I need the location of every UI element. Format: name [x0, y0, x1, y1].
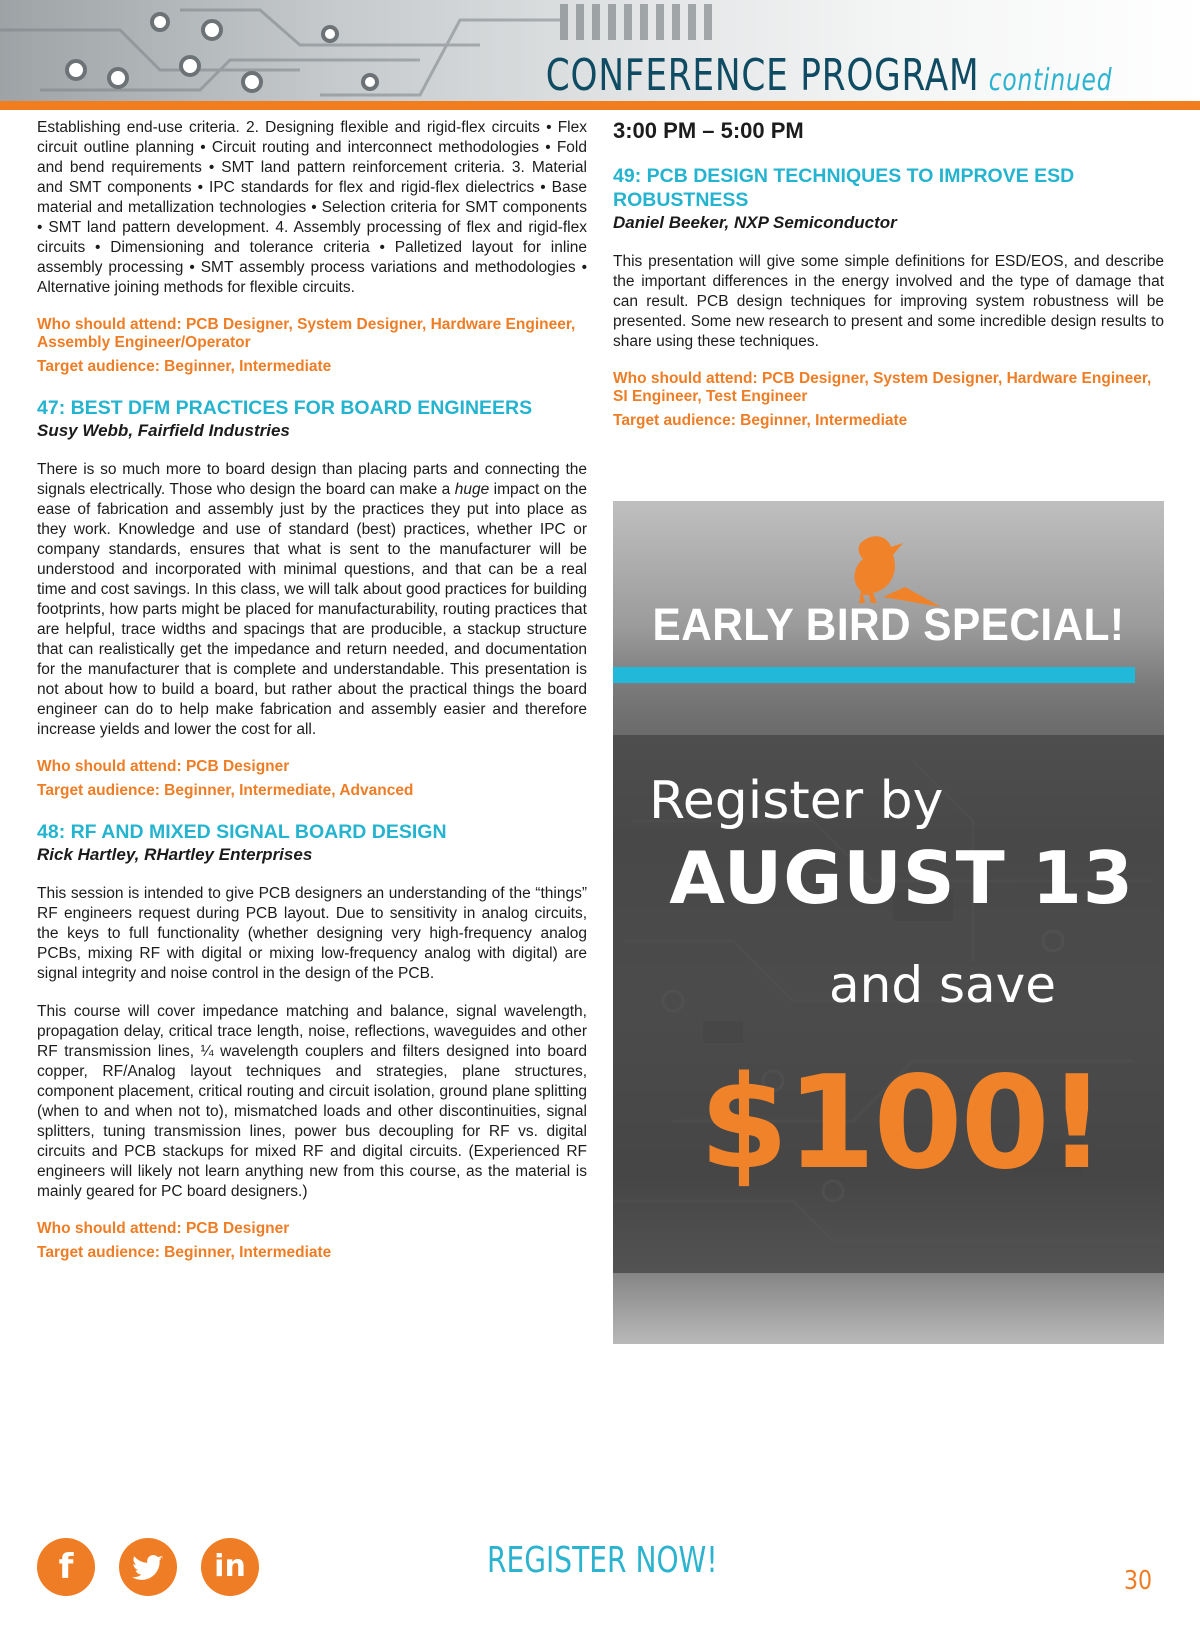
section-title-text: CONFERENCE PROGRAM [545, 50, 980, 101]
page-header [0, 0, 1200, 104]
session-49-description: This presentation will give some simple definitions for ESD/EOS, and describe the important differences in the energy involved and the type of damage that can result. PCB design techniques for improving system robustness will be presented. Some new research to present and some incredible design results to share using these techniques. [613, 253, 1164, 350]
session-48-description-2: This course will cover impedance matching and balance, signal wavelength, propagation delay, critical trace length, noise, reflections, waveguides and other RF transmission lines, ¼ wavelength couplers and filters designed into board copper, RF/Analog layout techniques and strategies, plane structures, component placement, critical routing and circuit isolation, ground plane splitting (when to and when not to), mismatched loads and other discontinuities, signal splitters, tuning transmission lines, power bus decoupling for RF vs. digital circuits and PCB stackups for mixed RF and digital circuits. (Experienced RF engineers will likely not learn anything new from this course, as the material is mainly geared for PC board designers.) [37, 1003, 587, 1200]
session-48-speaker: Rick Hartley, RHartley Enterprises [37, 845, 313, 864]
session-47-title: 47: BEST DFM PRACTICES FOR BOARD ENGINEERS [37, 397, 533, 419]
session-47-desc-emphasis: huge [454, 481, 490, 498]
page-section-title [545, 50, 1112, 101]
page-number: 30 [1124, 1566, 1153, 1596]
session-47-desc-a: There is so much more to board design than placing parts and connecting the signals electrically. Those who design the board can make a [37, 461, 587, 498]
session-47-target-audience: Target audience: Beginner, Intermediate, Advanced [37, 782, 414, 799]
ad-register-by: Register by [649, 771, 944, 831]
session-49-who-should-attend: Who should attend: PCB Designer, System Designer, Hardware Engineer, SI Engineer, Test Engineer [613, 370, 1152, 405]
header-divider [0, 101, 1200, 110]
twitter-button[interactable] [119, 1538, 177, 1596]
facebook-button[interactable] [37, 1538, 95, 1596]
ad-deadline-date: AUGUST 13 [669, 836, 1134, 920]
section-title-continued: continued [988, 63, 1112, 98]
session-48-who-should-attend: Who should attend: PCB Designer [37, 1220, 290, 1237]
linkedin-icon: in [214, 1549, 246, 1584]
session-47-speaker: Susy Webb, Fairfield Industries [37, 421, 290, 440]
register-now-link[interactable]: REGISTER NOW! [487, 1540, 718, 1581]
early-bird-ad[interactable] [613, 501, 1164, 1344]
session-47-who-should-attend: Who should attend: PCB Designer [37, 758, 290, 775]
session-49-target-audience: Target audience: Beginner, Intermediate [613, 412, 908, 429]
facebook-icon: f [58, 1547, 74, 1587]
time-slot: 3:00 PM – 5:00 PM [613, 118, 804, 143]
ad-accent-bar [613, 667, 1135, 683]
session-47-description [37, 460, 587, 740]
session-48-target-audience: Target audience: Beginner, Intermediate [37, 1244, 332, 1261]
session-49-speaker: Daniel Beeker, NXP Semiconductor [613, 213, 897, 232]
intro-target-audience: Target audience: Beginner, Intermediate [37, 358, 332, 375]
ad-and-save: and save [828, 956, 1056, 1014]
ad-headline: EARLY BIRD SPECIAL! [652, 599, 1125, 650]
session-49-title: 49: PCB DESIGN TECHNIQUES TO IMPROVE ESD ROBUSTNESS [613, 165, 1075, 211]
right-column [613, 118, 1164, 430]
session-48-title: 48: RF AND MIXED SIGNAL BOARD DESIGN [37, 821, 447, 843]
twitter-icon [119, 1538, 177, 1620]
session-47-desc-b: impact on the ease of fabrication and assembly just by the practices they put into place as they work. Knowledge and use of standard (best) practices, whether IPC or company standards, ensures that what is sent to the manufacturer will be understood and incorporated with minimal questions, and that can be a real time and cost savings. In this class, we will talk about good practices for building footprints, how parts might be placed for manufacturability, routing practices that are helpful, trace widths and spacings that are producible, a stackup structure that can realistically get the impedance and return needed, and documentation for the manufacturer that is complete and understandable. This presentation is not about how to build a board, but rather about the practical things the board engineer can do to help make fabrication and assembly easier and therefore increase yields and lower the cost for all. [37, 481, 587, 738]
ad-savings-amount: $100! [699, 1049, 1104, 1198]
intro-who-should-attend: Who should attend: PCB Designer, System Designer, Hardware Engineer, Assembly Engineer/Operator [37, 316, 576, 351]
session-48-description-1: This session is intended to give PCB designers an understanding of the “things” RF engineers request during PCB layout. Due to sensitivity in analog circuits, the keys to full functionality (whether designing very high-frequency analog PCBs, mixing RF with digital or mixing low-frequency analog with digital) are signal integrity and noise control in the design of the PCB. [37, 885, 587, 982]
linkedin-button[interactable] [201, 1538, 259, 1596]
left-column [37, 118, 587, 1262]
intro-paragraph: Establishing end-use criteria. 2. Designing flexible and rigid-flex circuits • Flex circuit outline planning • Circuit routing and interconnect methodologies • Fold and bend requirements • SMT land pattern reinforcement criteria. 3. Material and SMT components • IPC standards for flex and rigid-flex dielectrics • Base material and metallization technologies • Selection criteria for SMT components • SMT land pattern development. 4. Assembly processing of flex and rigid-flex circuits • Dimensioning and tolerance criteria • Palletized layout for inline assembly processing • SMT assembly process variations and methodologies • Alternative joining methods for flexible circuits. [37, 119, 587, 296]
